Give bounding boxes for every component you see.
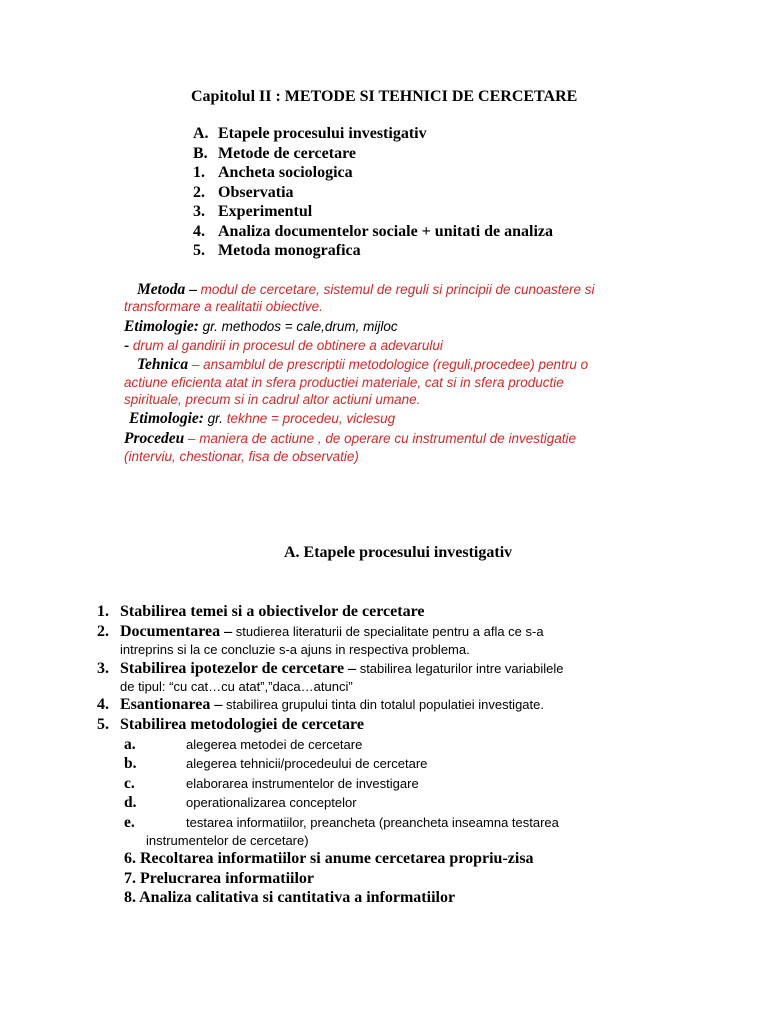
toc-item: [193, 203, 205, 221]
toc-item: [193, 242, 205, 260]
toc-item-text: Metode de cercetare: [218, 145, 356, 162]
step-text: stabilirea legaturilor intre variabilele: [356, 661, 564, 676]
etimologie-gr: gr.: [203, 411, 223, 426]
toc-marker: 2.: [193, 184, 205, 201]
dash: –: [210, 696, 223, 713]
sub-marker: d.: [124, 794, 137, 811]
step-6: 6. Recoltarea informatiilor si anume cercetarea propriu-zisa: [124, 850, 534, 867]
toc-marker: B.: [193, 145, 208, 162]
definition-text: modul de cercetare, sistemul de reguli si principii de cunoastere si: [196, 282, 595, 297]
sub-marker: b.: [124, 755, 137, 772]
sub-item: alegerea metodei de cercetare: [186, 737, 363, 752]
etimologie-text: gr. methodos = cale,drum, mijloc: [198, 319, 398, 334]
etimologie-text: tekhne = procedeu, viclesug: [222, 411, 396, 426]
step-title: Stabilirea ipotezelor de cercetare: [120, 660, 345, 677]
definition-tehnica: [137, 356, 588, 374]
definition-text: transformare a realitatii obiective.: [124, 299, 323, 314]
definition-text: spirituale, precum si in cadrul altor actiuni umane.: [124, 392, 421, 407]
toc-marker: 4.: [193, 223, 205, 240]
term-procedeu: Procedeu: [124, 430, 185, 447]
sub-item: elaborarea instrumentelor de investigare: [186, 776, 419, 791]
dash: –: [220, 623, 233, 640]
definition-drum: [124, 337, 443, 355]
step-text: de tipul: “cu cat…cu atat”,”daca…atunci”: [120, 679, 353, 694]
toc-item-text: Etapele procesului investigativ: [218, 125, 427, 142]
sub-item-cont: instrumentelor de cercetare): [146, 833, 309, 848]
toc-item: [193, 184, 205, 202]
step-text: intreprins si la ce concluzie s-a ajuns in respectiva problema.: [120, 642, 470, 657]
sub-item: operationalizarea conceptelor: [186, 795, 357, 810]
step-title: Stabilirea temei si a obiectivelor de cercetare: [120, 603, 425, 620]
toc-item-text: Metoda monografica: [218, 242, 361, 259]
definition-text: (interviu, chestionar, fisa de observatie): [124, 449, 359, 464]
sub-item: alegerea tehnicii/procedeului de cercetare: [186, 756, 428, 771]
toc-item: [193, 145, 208, 163]
step-title: Esantionarea: [120, 696, 211, 713]
sub-item: testarea informatiilor, preancheta (preancheta inseamna testarea: [186, 815, 559, 830]
page-title: Capitolul II : METODE SI TEHNICI DE CERCETARE: [191, 88, 578, 105]
step-8: 8. Analiza calitativa si cantitativa a informatiilor: [124, 889, 456, 906]
toc-item: [193, 125, 209, 143]
definition-etimologie-2: [129, 410, 395, 428]
toc-item: [193, 164, 205, 182]
dash: –: [185, 281, 197, 298]
step-text: studierea literaturii de specialitate pentru a afla ce s-a: [232, 624, 544, 639]
toc-item-text: Analiza documentelor sociale + unitati de analiza: [218, 223, 554, 240]
term-metoda: Metoda: [137, 281, 186, 298]
dash: –: [344, 660, 357, 677]
term-tehnica: Tehnica: [137, 356, 189, 373]
step-7: 7. Prelucrarea informatiilor: [124, 870, 315, 887]
step-item: [120, 696, 544, 714]
toc-item-text: Ancheta sociologica: [218, 164, 353, 181]
definition-text: drum al gandirii in procesul de obtinere a adevarului: [129, 338, 443, 353]
step-number: 3.: [97, 660, 109, 677]
step-number: 5.: [97, 716, 109, 733]
toc-marker: 5.: [193, 242, 205, 259]
step-title: Documentarea: [120, 623, 221, 640]
step-number: 4.: [97, 696, 109, 713]
step-item: [120, 623, 544, 641]
term-etimologie: Etimologie:: [124, 318, 199, 335]
step-text: stabilirea grupului tinta din totalul populatiei investigate.: [222, 697, 544, 712]
sub-marker: e.: [124, 814, 135, 831]
step-item: [120, 660, 563, 678]
toc-item: [193, 223, 205, 241]
step-number: 2.: [97, 623, 109, 640]
term-etimologie: Etimologie:: [129, 410, 204, 427]
definition-text: – ansamblul de prescriptii metodologice (reguli,procedee) pentru o: [188, 357, 589, 372]
definition-text: – maniera de actiune , de operare cu instrumentul de investigatie: [184, 431, 576, 446]
definition-text: actiune eficienta atat in sfera productiei materiale, cat si in sfera productie: [124, 375, 564, 390]
definition-procedeu: [124, 430, 576, 448]
step-title: Stabilirea metodologiei de cercetare: [120, 716, 364, 733]
section-heading: A. Etapele procesului investigativ: [284, 544, 513, 561]
toc-marker: 1.: [193, 164, 205, 181]
step-number: 1.: [97, 603, 109, 620]
toc-item-text: Experimentul: [218, 203, 313, 220]
dash: -: [124, 337, 130, 354]
toc-marker: A.: [193, 125, 209, 142]
definition-metoda: [137, 281, 595, 299]
toc-marker: 3.: [193, 203, 205, 220]
definition-etimologie: [124, 318, 398, 336]
sub-marker: c.: [124, 775, 135, 792]
toc-item-text: Observatia: [218, 184, 294, 201]
sub-marker: a.: [124, 736, 136, 753]
